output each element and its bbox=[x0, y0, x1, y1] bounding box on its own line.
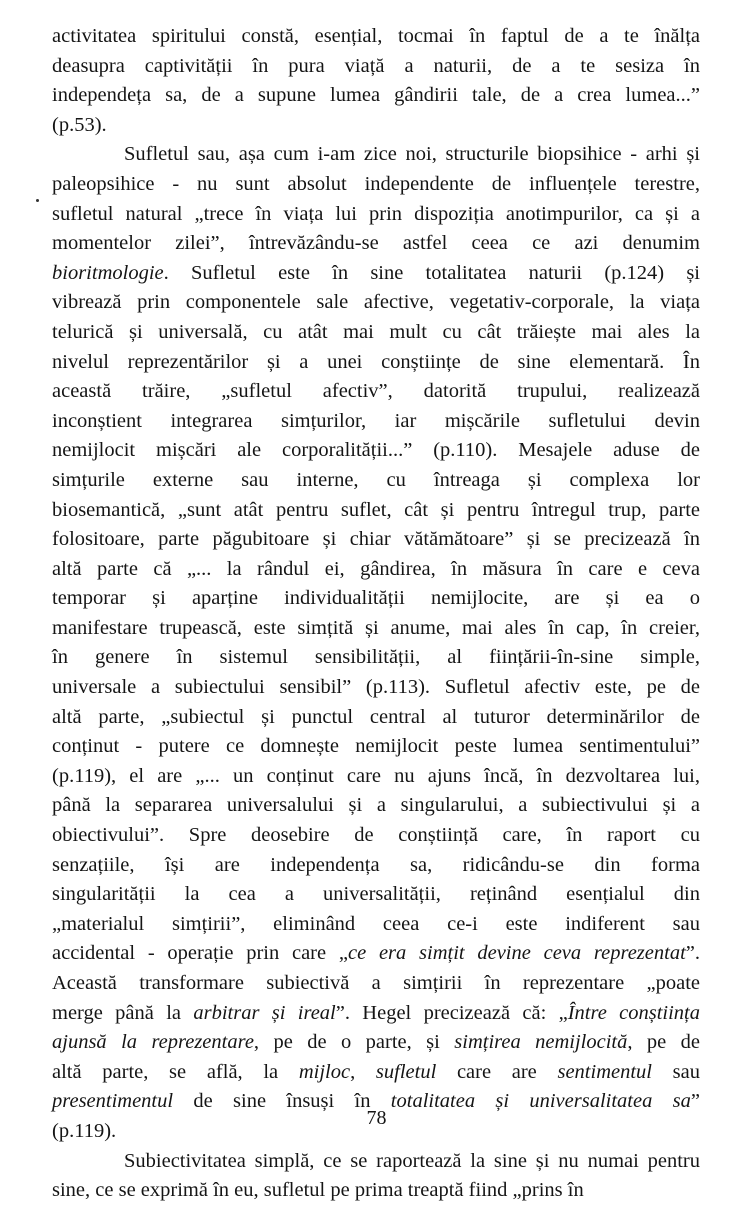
text-line bbox=[52, 81, 700, 111]
text-line bbox=[52, 910, 700, 940]
text-run: inconștient integrarea simțurilor, iar mișcările sufletului devin bbox=[52, 409, 700, 432]
italic-run: totalitatea și universalitatea sa bbox=[390, 1090, 691, 1113]
text-run: în genere în sistemul sensibilității, al ființării-în-sine simple, bbox=[52, 646, 700, 669]
text-run: conținut - putere ce domnește nemijlocit peste lumea sentimentului” bbox=[52, 735, 700, 758]
text-run: sine, ce se exprimă în eu, sufletul pe prima treaptă fiind „prins în bbox=[52, 1179, 584, 1202]
text-run: singularității la cea a universalității, reținând esențialul din bbox=[52, 883, 700, 906]
italic-run: ajunsă la reprezentare bbox=[52, 1031, 254, 1054]
text-line bbox=[52, 614, 700, 644]
text-run: (p.119). bbox=[52, 1119, 117, 1142]
text-run: altă parte, se află, la bbox=[52, 1060, 299, 1083]
italic-run: bioritmologie bbox=[52, 261, 164, 284]
text-run: telurică și universală, cu atât mai mult cu cât trăiește mai ales la bbox=[52, 320, 700, 343]
text-run: nemijlocit mișcări ale corporalității...” (p.110). Mesajele aduse de bbox=[52, 439, 700, 462]
text-run: ” bbox=[690, 1090, 700, 1113]
text-run: sau bbox=[652, 1060, 701, 1083]
text-line bbox=[52, 288, 700, 318]
italic-run: ce era simțit devine ceva reprezentat bbox=[347, 942, 686, 965]
text-line bbox=[52, 1028, 700, 1058]
text-run: senzațiile, își are independența sa, ridicându-se din forma bbox=[52, 853, 700, 876]
text-run: , pe de o parte, și bbox=[253, 1031, 455, 1054]
text-line bbox=[52, 496, 700, 526]
text-line bbox=[52, 22, 700, 52]
text-line bbox=[52, 200, 700, 230]
text-line bbox=[52, 377, 700, 407]
text-line bbox=[52, 673, 700, 703]
page-number: 78 bbox=[366, 1107, 387, 1129]
text-run: accidental - operație prin care „ bbox=[52, 942, 348, 965]
text-line bbox=[52, 939, 700, 969]
text-line bbox=[52, 407, 700, 437]
text-run: (p.119), el are „... un conținut care nu ajuns încă, în dezvoltarea lui, bbox=[52, 764, 700, 787]
text-line bbox=[52, 584, 700, 614]
text-run: nivelul reprezentărilor și a unei conștiințe de sine elementară. În bbox=[52, 350, 700, 373]
text-run: activitatea spiritului constă, esențial, tocmai în faptul de a te înălța bbox=[52, 25, 700, 47]
text-line bbox=[52, 969, 700, 999]
text-line bbox=[52, 791, 700, 821]
text-run: ”. Hegel precizează că: „ bbox=[335, 1001, 568, 1024]
page-body bbox=[52, 22, 700, 1206]
text-line bbox=[52, 880, 700, 910]
text-run: care are bbox=[436, 1060, 558, 1083]
text-run: biosemantică, „sunt atât pentru suflet, cât și pentru întregul trup, parte bbox=[52, 498, 700, 521]
text-run: „materialul simțirii”, eliminând ceea ce-i este indiferent sau bbox=[52, 912, 700, 935]
text-line bbox=[52, 703, 700, 733]
text-run: până la separarea universalului și a singularului, a subiectivului și a bbox=[52, 794, 700, 817]
text-line bbox=[52, 436, 700, 466]
text-line bbox=[52, 348, 700, 378]
text-run: altă parte, „subiectul și punctul central al tuturor determinărilor de bbox=[52, 705, 700, 728]
text-run: sufletul natural „trece în viața lui prin dispoziția anotimpurilor, ca și a bbox=[52, 202, 700, 225]
text-run: de sine însuși în bbox=[173, 1090, 391, 1113]
text-line bbox=[52, 140, 700, 170]
text-run: Subiectivitatea simplă, ce se raportează la sine și nu numai pentru bbox=[124, 1149, 700, 1172]
text-line bbox=[52, 52, 700, 82]
text-run: deasupra captivității în pura viață a naturii, de a te sesiza în bbox=[52, 54, 700, 77]
paragraph bbox=[52, 140, 700, 1146]
italic-run: sentimentul bbox=[557, 1060, 652, 1083]
text-run: , bbox=[350, 1060, 376, 1083]
text-run: independeța sa, de a supune lumea gândirii tale, de a crea lumea...” bbox=[52, 84, 700, 107]
text-run: manifestare trupească, este simțită și anume, mai ales în cap, în creier, bbox=[52, 616, 700, 639]
paragraph bbox=[52, 22, 700, 140]
text-run: vibrează prin componentele sale afective, vegetativ-corporale, la viața bbox=[52, 291, 700, 314]
italic-run: presentimentul bbox=[52, 1090, 174, 1113]
text-run: , pe de bbox=[627, 1031, 701, 1054]
text-line bbox=[52, 111, 700, 141]
text-run: folositoare, parte păgubitoare și chiar vătămătoare” și se precizează în bbox=[52, 528, 700, 551]
text-run: Această transformare subiectivă a simțirii în reprezentare „poate bbox=[52, 972, 700, 994]
italic-run: simțirea nemijlocită bbox=[454, 1031, 628, 1054]
italic-run: mijloc bbox=[298, 1060, 351, 1083]
text-line bbox=[52, 555, 700, 585]
text-line bbox=[52, 466, 700, 496]
text-line bbox=[52, 999, 700, 1029]
text-run: paleopsihice - nu sunt absolut independente de influențele terestre, bbox=[52, 172, 700, 195]
text-line bbox=[52, 229, 700, 259]
text-line bbox=[52, 259, 700, 289]
text-run: această trăire, „sufletul afectiv”, datorită trupului, realizează bbox=[52, 380, 700, 403]
text-line bbox=[52, 170, 700, 200]
text-line bbox=[52, 643, 700, 673]
text-run: ”. bbox=[685, 942, 701, 965]
text-run: . Sufletul este în sine totalitatea naturii (p.124) și bbox=[163, 261, 700, 284]
text-line bbox=[52, 525, 700, 555]
text-line bbox=[52, 762, 700, 792]
paragraph bbox=[52, 1147, 700, 1206]
text-line bbox=[52, 1058, 700, 1088]
text-run: (p.53). bbox=[52, 113, 107, 136]
text-run: simțurile externe sau interne, cu întreaga și complexa lor bbox=[52, 468, 700, 491]
text-run: altă parte că „... la rândul ei, gândirea, în măsura în care e ceva bbox=[52, 557, 700, 580]
italic-run: Între conștiința bbox=[567, 1001, 700, 1024]
text-line bbox=[52, 851, 700, 881]
text-line bbox=[52, 1176, 700, 1206]
text-line bbox=[52, 821, 700, 851]
text-run: merge până la bbox=[52, 1001, 194, 1024]
text-run: universale a subiectului sensibil” (p.113). Sufletul afectiv este, pe de bbox=[52, 676, 700, 699]
text-run: momentelor zilei”, întrevăzându-se astfel ceea ce azi denumim bbox=[52, 232, 700, 255]
text-line bbox=[52, 1147, 700, 1177]
text-run: obiectivului”. Spre deosebire de conștiință care, în raport cu bbox=[52, 824, 700, 847]
text-line bbox=[52, 732, 700, 762]
text-line bbox=[52, 318, 700, 348]
italic-run: arbitrar și ireal bbox=[193, 1001, 336, 1024]
italic-run: sufletul bbox=[375, 1060, 437, 1083]
scan-speck bbox=[36, 199, 39, 202]
text-run: Sufletul sau, așa cum i-am zice noi, structurile biopsihice - arhi și bbox=[124, 143, 700, 166]
text-run: temporar și aparține individualității nemijlocite, are și ea o bbox=[52, 587, 700, 610]
